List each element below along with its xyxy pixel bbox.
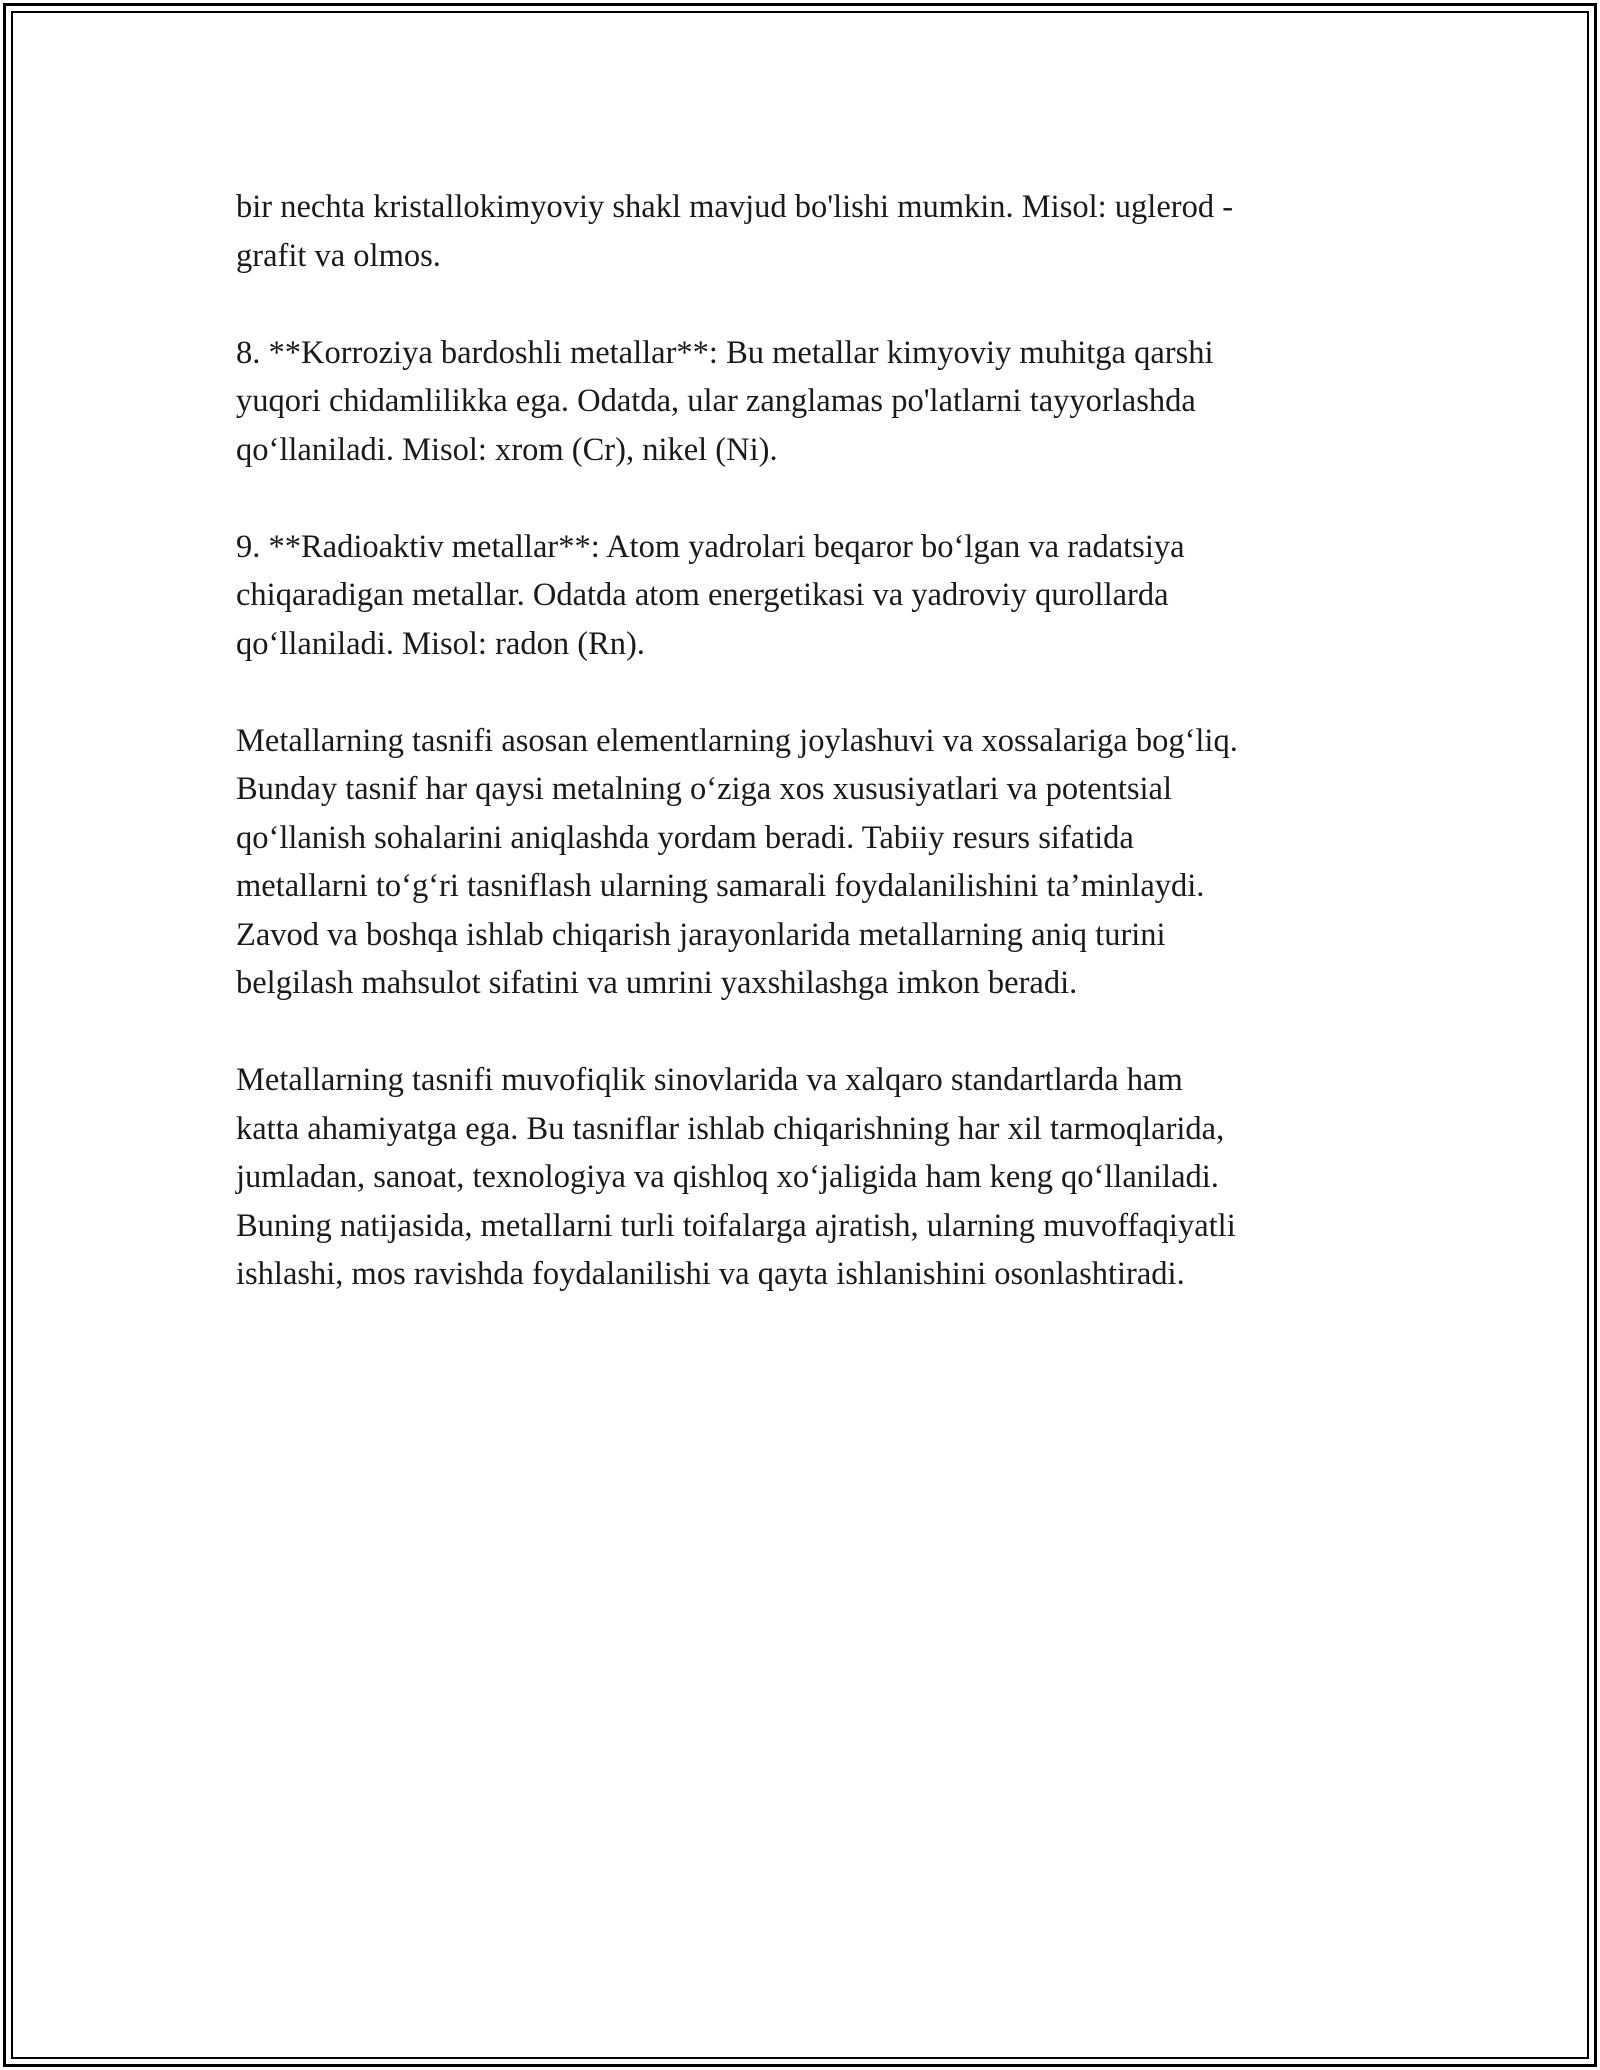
paragraph-classification-summary: Metallarning tasnifi asosan elementlarning joylashuvi va xossalariga bog‘liq. Bunday tasnif har qaysi metalning o‘ziga xos xususiyatlari va potentsial qo‘llanish sohalarini aniqlashda yordam beradi. Tabiiy resurs sifatida metallarni to‘g‘ri tasniflash ularning samarali foydalanilishini ta’minlaydi. Zavod va boshqa ishlab chiqarish jarayonlarida metallarning aniq turini belgilash mahsulot sifatini va umrini yaxshilashga imkon beradi.	[236, 722, 1238, 1001]
paragraph-crystal-forms: bir nechta kristallokimyoviy shakl mavjud bo'lishi mumkin. Misol: uglerod - grafit va olmos.	[236, 189, 1234, 274]
paragraph-classification-standards: Metallarning tasnifi muvofiqlik sinovlarida va xalqaro standartlarda ham katta ahamiyatga ega. Bu tasniflar ishlab chiqarishning har xil tarmoqlarida, jumladan, sanoat, texnologiya va qishloq xo‘jaligida ham keng qo‘llaniladi. Buning natijasida, metallarni turli toifalarga ajratish, ularning muvoffaqiyatli ishlashi, mos ravishda foydalanilishi va qayta ishlanishini osonlashtiradi.	[236, 1062, 1236, 1292]
paragraph-radioactive-metals: 9. **Radioaktiv metallar**: Atom yadrolari beqaror bo‘lgan va radatsiya chiqaradigan metallar. Odatda atom energetikasi va yadroviy qurollarda qo‘llaniladi. Misol: radon (Rn).	[236, 528, 1185, 662]
paragraph-corrosion-resistant-metals: 8. **Korroziya bardoshli metallar**: Bu metallar kimyoviy muhitga qarshi yuqori chidamlilikka ega. Odatda, ular zanglamas po'latlarni tayyorlashda qo‘llaniladi. Misol: xrom (Cr), nikel (Ni).	[236, 334, 1214, 468]
document-body	[236, 183, 1376, 1347]
